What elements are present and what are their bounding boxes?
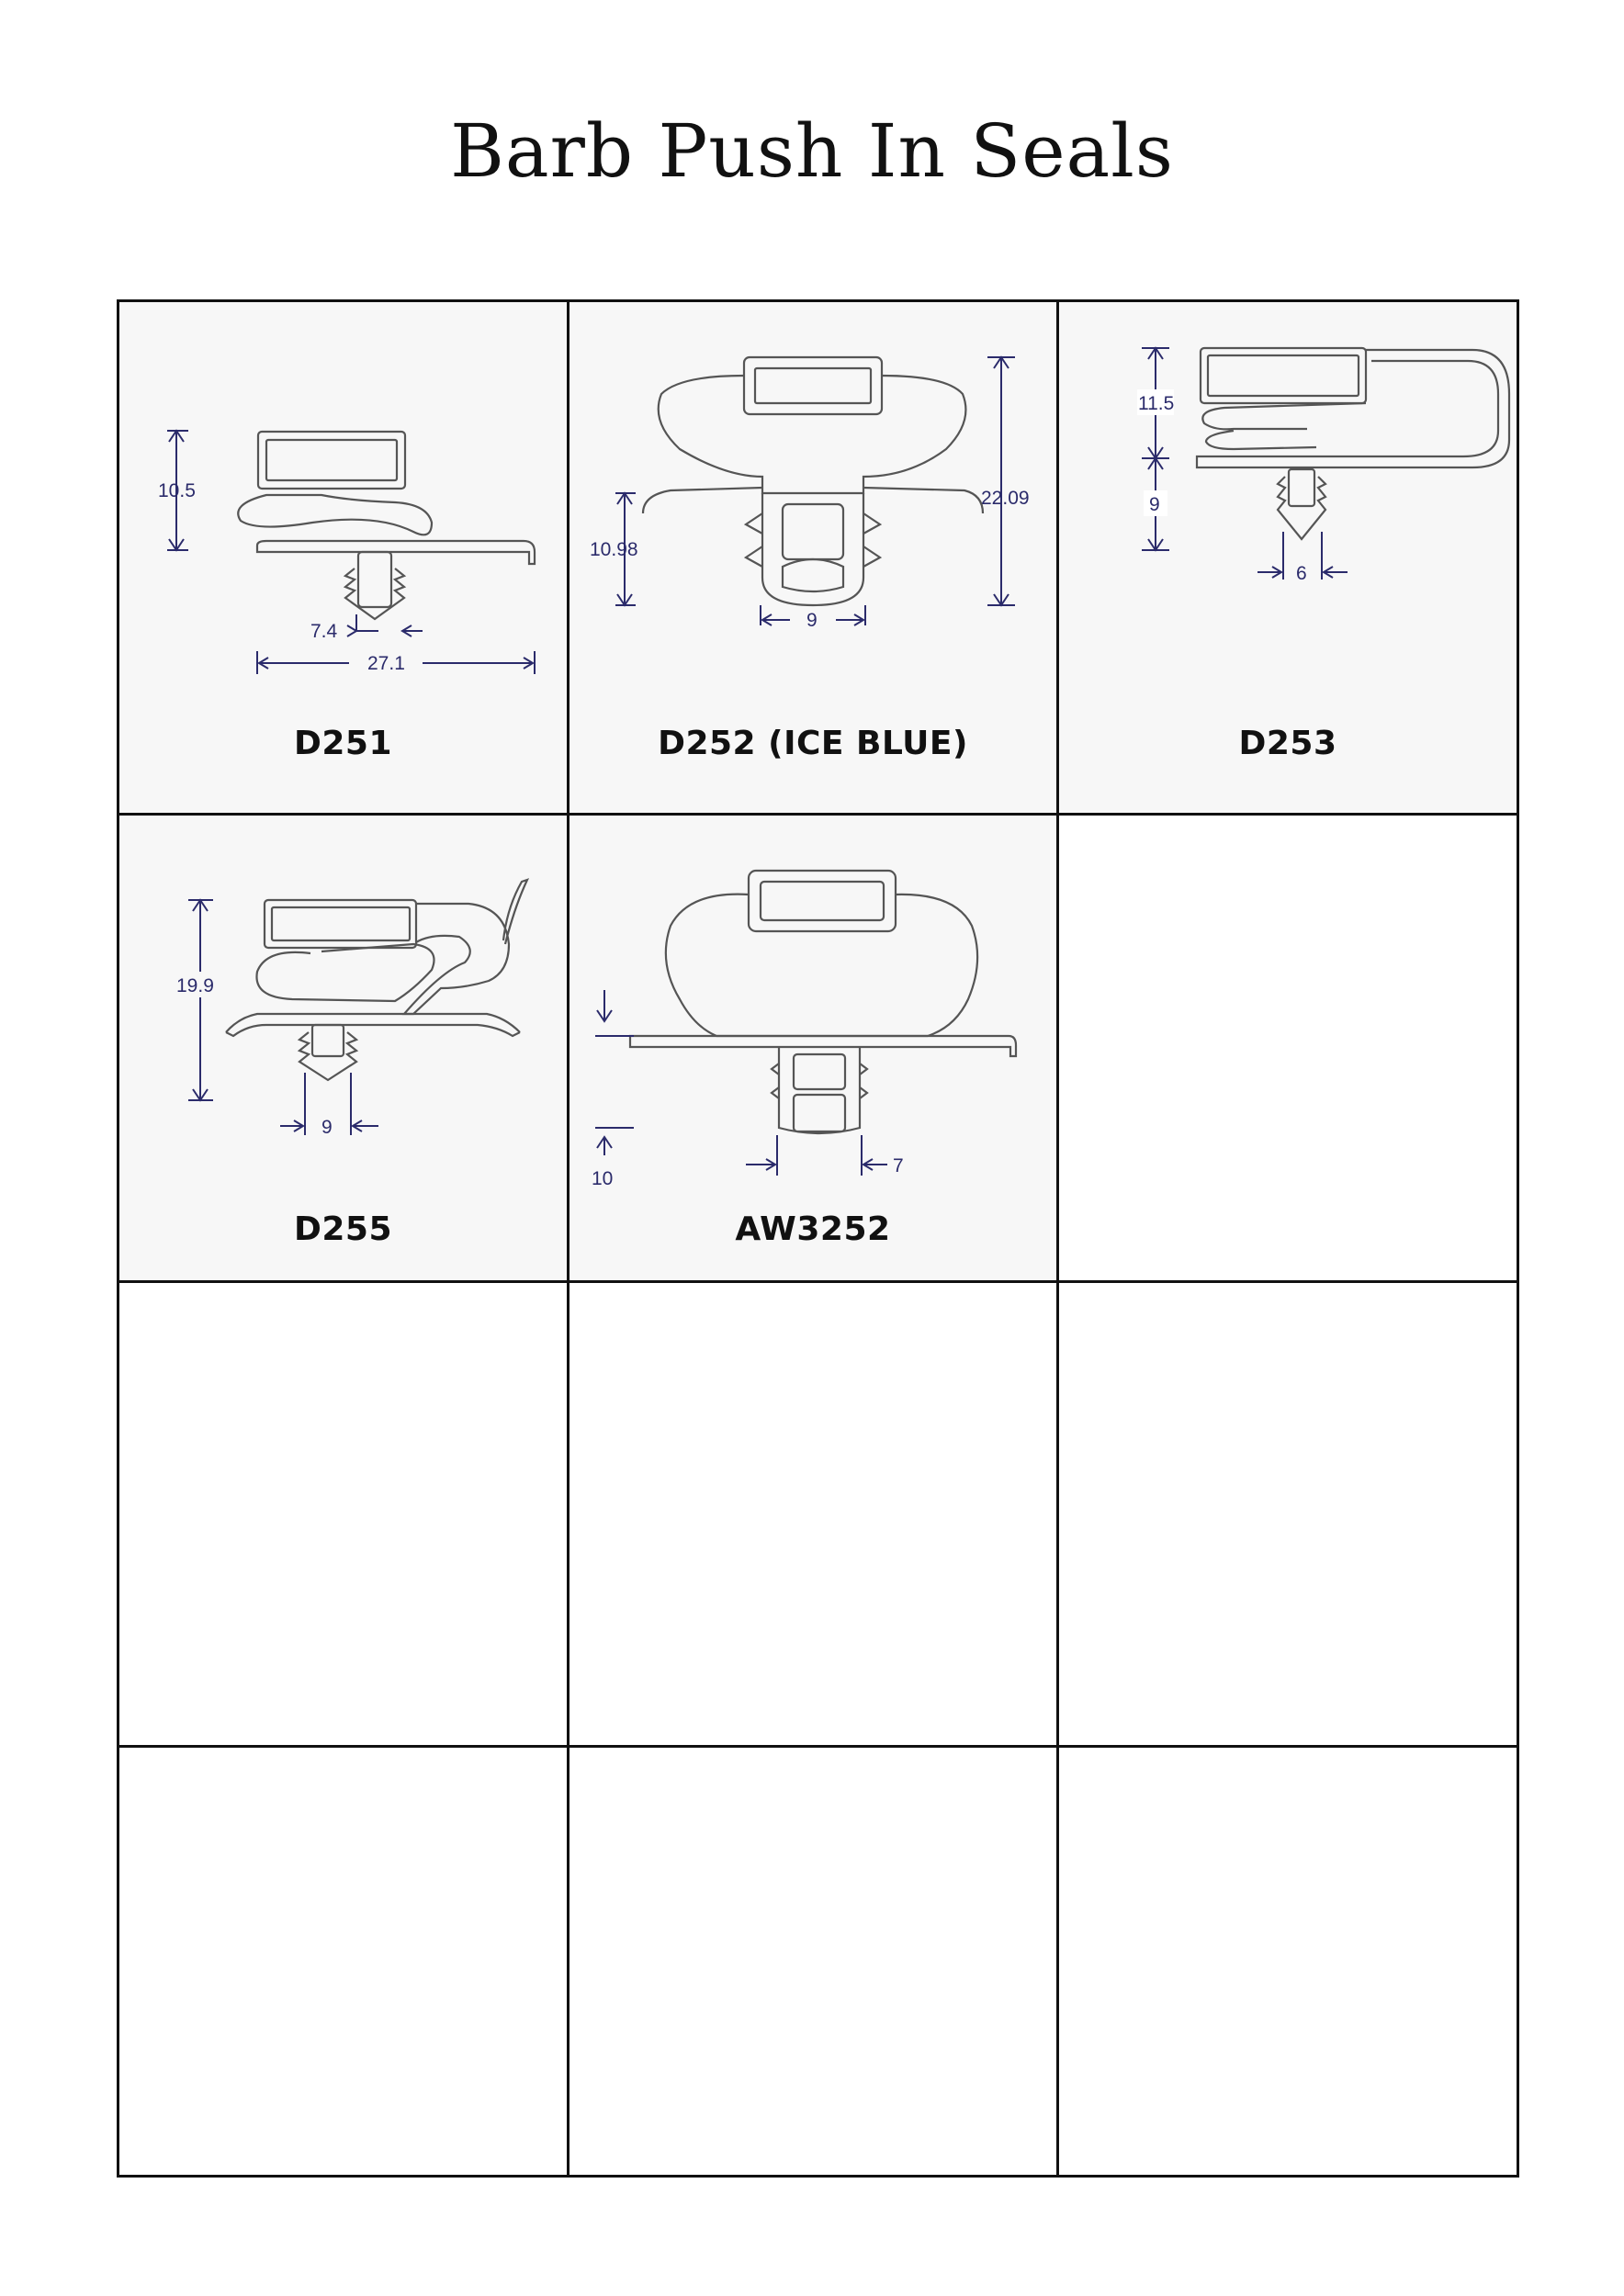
d251-dim-height: 10.5: [158, 480, 196, 501]
page-title: Barb Push In Seals: [450, 108, 1174, 194]
d252-dim-lower-height: 10.98: [590, 539, 638, 560]
seal-label-d253: D253: [1238, 725, 1337, 762]
seal-cell-d253: [1059, 302, 1517, 816]
aw3252-profile-drawing: [579, 852, 1047, 1238]
empty-cell: [119, 1748, 570, 2175]
d253-dim-barb: 6: [1296, 563, 1307, 584]
seal-label-d252: D252 (ICE BLUE): [658, 725, 968, 762]
seal-grid: [117, 299, 1519, 2178]
empty-cell: [1059, 1283, 1517, 1748]
seal-cell-d252: [570, 302, 1059, 816]
d255-profile-drawing: [138, 852, 560, 1155]
d255-dim-barb: 9: [321, 1117, 333, 1138]
d253-dim-lower-height: 9: [1149, 494, 1160, 515]
seal-cell-d251: [119, 302, 570, 816]
empty-cell: [570, 1283, 1059, 1748]
seal-label-d251: D251: [293, 725, 393, 762]
seal-cell-aw3252: [570, 816, 1059, 1283]
d252-dim-barb: 9: [806, 610, 818, 631]
seal-cell-d255: [119, 816, 570, 1283]
d253-dim-upper-height: 11.5: [1138, 393, 1175, 414]
empty-cell: [119, 1283, 570, 1748]
aw3252-dim-barb: 7: [893, 1155, 904, 1176]
seal-label-d255: D255: [293, 1210, 393, 1248]
empty-cell: [1059, 816, 1517, 1283]
d252-dim-height: 22.09: [981, 488, 1030, 509]
d251-profile-drawing: [138, 339, 560, 688]
d251-dim-barb: 7.4: [310, 621, 338, 642]
empty-cell: [570, 1748, 1059, 2175]
aw3252-dim-height: 10: [592, 1168, 614, 1189]
seal-label-aw3252: AW3252: [735, 1210, 891, 1248]
d253-profile-drawing: [1087, 339, 1517, 688]
empty-cell: [1059, 1748, 1517, 2175]
d252-profile-drawing: [579, 330, 1047, 679]
d255-dim-height: 19.9: [176, 975, 214, 996]
d251-dim-width: 27.1: [367, 653, 405, 674]
